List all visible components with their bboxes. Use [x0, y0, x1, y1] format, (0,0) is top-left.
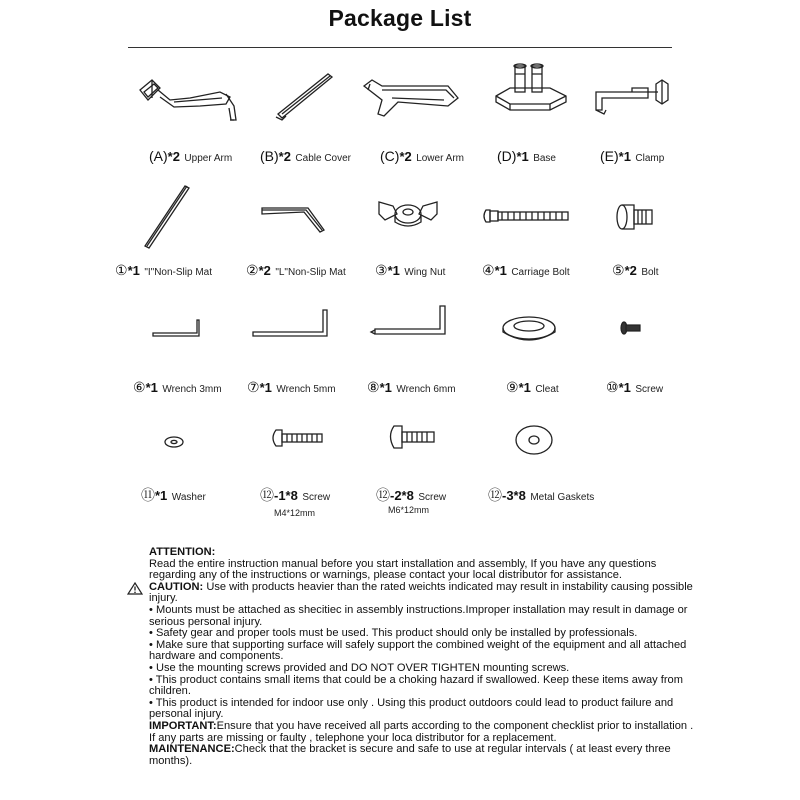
important-label: IMPORTANT:	[149, 719, 217, 732]
part-name: Wing Nut	[404, 267, 446, 278]
part-l-non-slip-mat	[246, 180, 396, 285]
wrench-5mm-drawing	[247, 300, 367, 360]
wrench-3mm-drawing	[133, 300, 253, 360]
attention-text: Read the entire instruction manual before you start installation and assembly, If you have any questions regarding any of the instructions or warnings, please contact your local distributor for assistance.	[149, 557, 657, 582]
part-name: Screw	[302, 492, 331, 503]
title-divider	[128, 47, 672, 48]
page-title: Package List	[328, 5, 472, 31]
upper-arm-drawing	[130, 62, 250, 132]
part-qty: *1	[259, 380, 272, 395]
part-qty: *2	[167, 149, 180, 164]
part-name: Upper Arm	[184, 153, 233, 164]
bullet-item: • This product contains small items that could be a choking hazard if swallowed. Keep these items away from children.	[149, 673, 683, 698]
i-non-slip-mat-drawing	[115, 180, 235, 255]
part-name: "I"Non-Slip Mat	[144, 267, 212, 278]
part-name: Wrench 6mm	[396, 384, 456, 395]
part-qty: *1	[155, 488, 168, 503]
part-qty: *1	[127, 263, 140, 278]
part-name: Washer	[171, 492, 206, 503]
part-qty: *1	[618, 380, 631, 395]
part-name: Clamp	[635, 153, 665, 164]
part-code: ⑫	[488, 487, 502, 503]
bullet-item: • Use the mounting screws provided and DO NOT OVER TIGHTEN mounting screws.	[149, 661, 570, 674]
part-code: ⑪	[141, 487, 155, 503]
part-qty: *1	[518, 380, 531, 395]
warning-triangle-icon	[127, 582, 143, 595]
part-screw-10	[606, 300, 756, 400]
part-code: (C)	[380, 148, 400, 164]
part-clamp	[592, 62, 742, 172]
part-qty: *1	[387, 263, 400, 278]
part-wrench-6mm	[367, 300, 517, 400]
part-code: ⑫	[376, 487, 390, 503]
screw-10-drawing	[606, 300, 726, 360]
part-metal-gaskets	[488, 418, 638, 523]
washer-drawing	[141, 418, 261, 473]
wing-nut-drawing	[375, 180, 495, 255]
part-name: Carriage Bolt	[511, 267, 570, 278]
part-qty: *1	[494, 263, 507, 278]
caution-block	[149, 582, 697, 605]
part-code: ⑦	[247, 379, 260, 395]
part-code: ⑥	[133, 379, 146, 395]
part-code: (D)	[497, 148, 517, 164]
part-code: ①	[115, 262, 128, 278]
part-qty: *2	[278, 149, 291, 164]
part-code: ④	[482, 262, 495, 278]
part-qty: *1	[516, 149, 529, 164]
screw-m4-drawing	[260, 418, 380, 473]
part-qty: *2	[399, 149, 412, 164]
part-upper-arm	[130, 62, 280, 172]
part-i-non-slip-mat	[115, 180, 265, 285]
l-non-slip-mat-drawing	[246, 180, 366, 255]
metal-gasket-drawing	[488, 418, 608, 473]
maintenance-label: MAINTENANCE:	[149, 743, 235, 756]
wrench-6mm-drawing	[367, 300, 487, 360]
part-code: ⑨	[506, 379, 519, 395]
part-name: Cleat	[535, 384, 559, 395]
part-qty: -2*8	[390, 488, 414, 503]
part-qty: -3*8	[502, 488, 526, 503]
part-code: (A)	[149, 148, 168, 164]
part-code: ⑤	[612, 262, 625, 278]
part-code: ②	[246, 262, 259, 278]
part-spec: M4*12mm	[274, 508, 316, 518]
bolt-drawing	[612, 180, 732, 255]
part-spec: M6*12mm	[388, 505, 430, 515]
part-qty: *2	[624, 263, 637, 278]
caution-text: Use with products heavier than the rated weichts indicated may result in instability causing possible injury.	[149, 580, 693, 605]
bullet-item: • This product is intended for indoor use only . Using this product outdoors could lead to product failure and personal injury.	[149, 696, 674, 721]
part-qty: *1	[379, 380, 392, 395]
part-name: Wrench 5mm	[276, 384, 336, 395]
bullet-item: • Safety gear and proper tools must be used. This product should only be installed by professionals.	[149, 627, 638, 640]
bullet-item: • Mounts must be attached as shecitiec in assembly instructions.Improper installation may result in damage or serious personal injury.	[149, 603, 688, 628]
attention-heading: ATTENTION:	[149, 546, 216, 558]
part-name: Metal Gaskets	[530, 492, 595, 503]
part-qty: -1*8	[274, 488, 298, 503]
carriage-bolt-drawing	[482, 180, 602, 255]
part-name: "L"Non-Slip Mat	[275, 267, 346, 278]
part-bolt	[612, 180, 762, 285]
part-qty: *1	[145, 380, 158, 395]
part-code: ③	[375, 262, 388, 278]
part-name: Cable Cover	[295, 153, 352, 164]
important-text: Ensure that you have received all parts according to the component checklist prior to installation . If any parts are missing or faulty , telephone your loca distributor for a replacement.	[149, 719, 694, 744]
lower-arm-drawing	[362, 62, 482, 132]
part-code: ⑩	[606, 379, 619, 395]
part-name: Screw	[418, 492, 447, 503]
part-qty: *2	[258, 263, 271, 278]
part-carriage-bolt	[482, 180, 632, 285]
part-code: ⑫	[260, 487, 274, 503]
maintenance-text: Check that the bracket is secure and safe to use at regular intervals ( at least every three months).	[149, 743, 671, 767]
bullet-item: • Make sure that supporting surface will safely support the combined weight of the equipment and all attached hardware and components.	[149, 638, 687, 663]
part-qty: *1	[618, 149, 631, 164]
part-name: Wrench 3mm	[162, 384, 222, 395]
part-code: (E)	[600, 148, 619, 164]
part-name: Screw	[635, 384, 664, 395]
part-name: Bolt	[641, 267, 659, 278]
clamp-drawing	[592, 62, 712, 132]
screw-m6-drawing	[376, 418, 496, 473]
notes-section	[149, 547, 697, 767]
part-code: (B)	[260, 148, 279, 164]
base-drawing	[480, 62, 600, 132]
part-code: ⑧	[367, 379, 380, 395]
cleat-drawing	[497, 300, 617, 360]
part-name: Base	[533, 153, 556, 164]
part-name: Lower Arm	[416, 153, 464, 164]
caution-label: CAUTION:	[149, 580, 204, 593]
